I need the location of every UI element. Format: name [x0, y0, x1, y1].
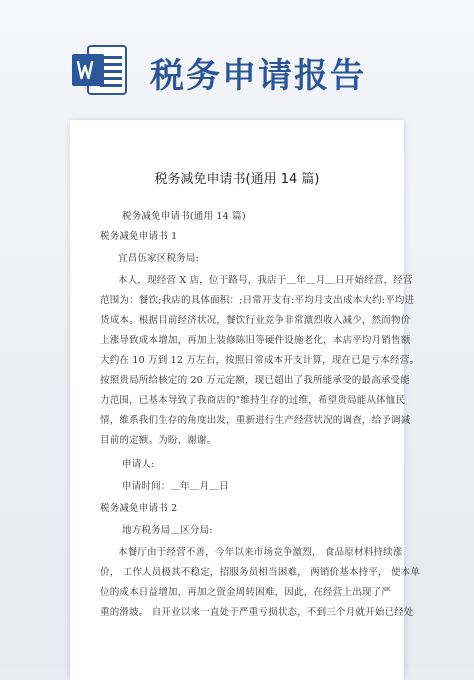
- doc-line: 上涨导致成本增加，再加上装修陈旧等硬件设施老化，本店平均月销售额: [100, 335, 411, 346]
- doc-line: 申请时间：＿年＿月＿日: [122, 481, 229, 492]
- banner: [0, 0, 474, 120]
- word-icon: [70, 40, 130, 100]
- doc-line: 大约在 10 万到 12 万左右，按照日常成本开支计算，现在已是亏本经营。: [100, 355, 420, 366]
- doc-line: 税务减免申请书(通用 14 篇): [122, 211, 246, 222]
- doc-line: 本餐厅由于经营不善，今年以来市场竞争激烈， 食品原材料持续涨: [118, 547, 403, 558]
- doc-line: 范围为：餐饮;我店的具体面积：;日常开支有:平均月支出成本大约:平均进: [100, 295, 415, 306]
- doc-line: 本人，现经营 X 店，位于路号，我店于＿年＿月＿日开始经营，经营: [118, 275, 413, 286]
- doc-heading: 税务减免申请书 1: [100, 231, 178, 242]
- doc-line: 宜昌伍家区税务局:: [118, 253, 200, 264]
- doc-line: 货成本。根据目前经济状况，餐饮行业竞争非常激烈收入减少，然而物价: [100, 315, 411, 326]
- doc-line: 申请人:: [122, 459, 155, 470]
- doc-line: 按照贵局所给核定的 20 万元定额，现已超出了我所能承受的最高承受能: [100, 375, 410, 386]
- doc-line: 地方税务局＿区分局:: [122, 525, 213, 536]
- doc-line: 目前的定额。为盼，谢谢。: [100, 435, 217, 446]
- doc-heading: 税务减免申请书 2: [100, 503, 178, 514]
- doc-line: 价， 工作人员极其不稳定，招服务员相当困难， 两销价基本持平， 使本单: [100, 567, 421, 578]
- document-title: 税务减免申请书(通用 14 篇): [154, 172, 320, 187]
- banner-title: 税务申请报告: [150, 56, 366, 96]
- doc-line: 位的成本日益增加，再加之资金周转困难，因此，在经营上出现了严: [100, 587, 392, 598]
- doc-line: 情，维系我们生存的角度出发，重新进行生产经营状况的调查，给予调减: [100, 415, 411, 426]
- document-page: [70, 120, 421, 680]
- doc-line: 重的滑坡。 自开业以来一直处于严重亏损状态，不到三个月就开始已经处: [100, 607, 414, 618]
- doc-line: 力范围，已基本导致了我商店的"维持生存的过维，希望贵局能从体恤民: [100, 395, 406, 406]
